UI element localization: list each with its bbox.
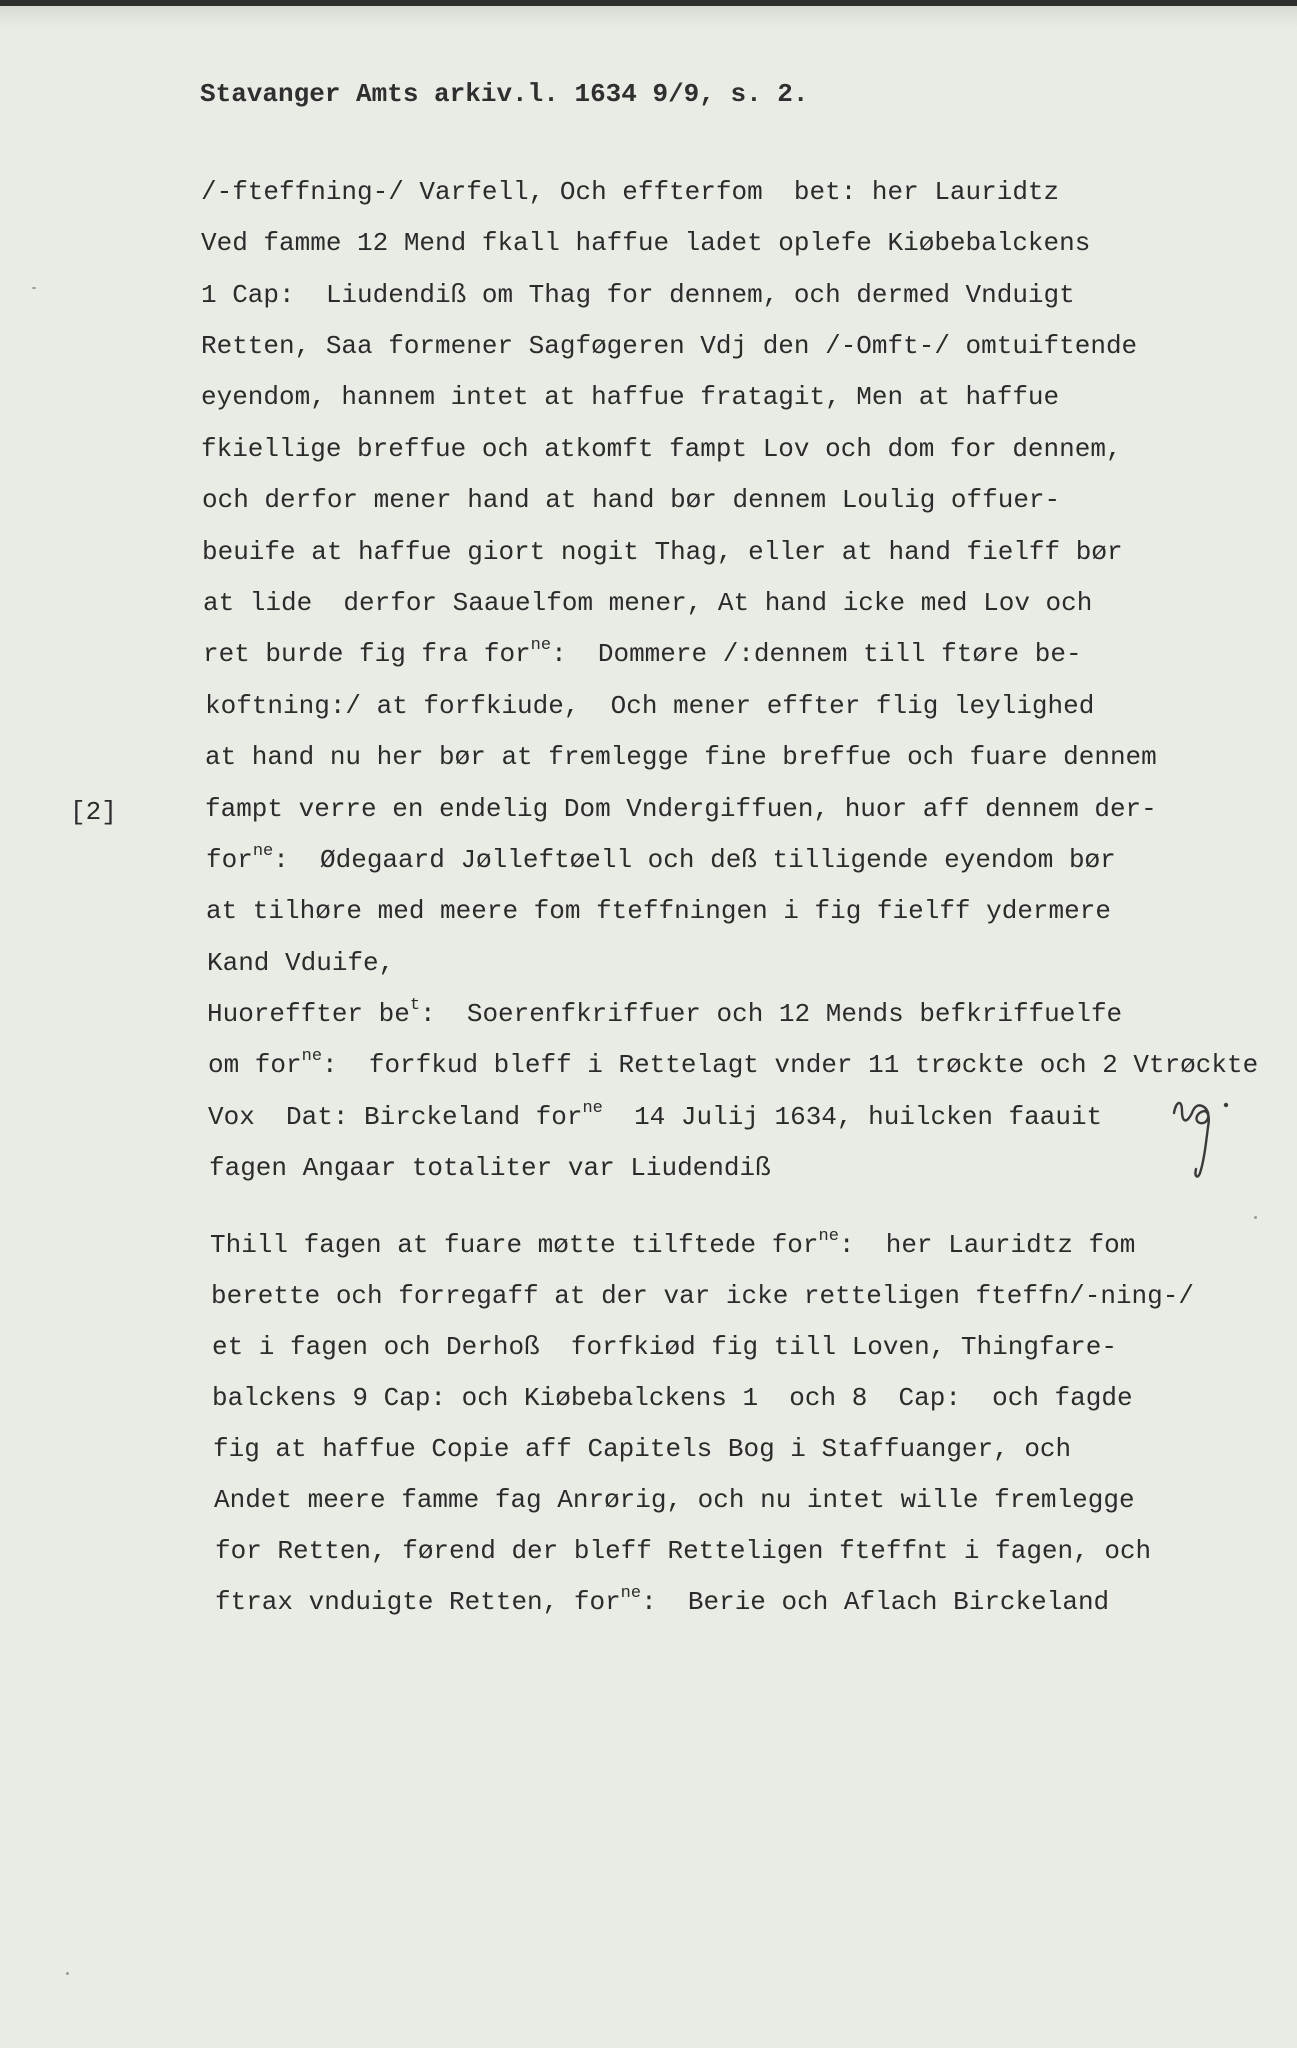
text-line-9: at lide derfor Saauelfom mener, At hand icke med Lov och [203, 588, 1093, 618]
handwritten-initials-mark [1168, 1091, 1238, 1181]
text-line-2: Ved famme 12 Mend fkall haffue ladet oplefe Kiøbebalckens [201, 228, 1091, 258]
text-line-23: et i fagen och Derhoß forfkiød fig till Loven, Thingfare- [212, 1332, 1117, 1362]
text-segment: om for [208, 1050, 302, 1080]
text-line-4: Retten, Saa formener Sagføgeren Vdj den /-Omft-/ omtuiftende [201, 331, 1138, 361]
text-line-6: fkiellige breffue och atkomft fampt Lov och dom for dennem, [201, 434, 1122, 464]
text-line-25: fig at haffue Copie aff Capitels Bog i Staffuanger, och [213, 1434, 1072, 1464]
text-line-8: beuife at haffue giort nogit Thag, eller at hand fielff bør [202, 537, 1123, 567]
superscript-abbreviation: ne [818, 1227, 839, 1246]
text-line-15: at tilhøre med meere fom fteffningen i fig fielff ydermere [206, 896, 1111, 926]
text-segment: for [206, 845, 253, 875]
text-line-13: fampt verre en endelig Dom Vndergiffuen, huor aff dennem der- [205, 794, 1157, 824]
text-line-3: 1 Cap: Liudendiß om Thag for dennem, och dermed Vnduigt [201, 280, 1075, 310]
scan-speck [66, 1972, 69, 1975]
text-line-24: balckens 9 Cap: och Kiøbebalckens 1 och 8 Cap: och fagde [212, 1383, 1133, 1413]
text-segment: Huoreffter be [207, 999, 410, 1029]
text-line-5: eyendom, hannem intet at haffue fratagit, Men at haffue [201, 382, 1060, 412]
text-segment: : Soerenfkriffuer och 12 Mends befkriffuelfe [420, 999, 1123, 1029]
text-line-17 [207, 998, 1122, 1030]
scan-speck [1254, 1216, 1257, 1219]
text-segment: : Dommere /:dennem till ftøre be- [551, 639, 1082, 669]
text-segment: : forfkud bleff i Rettelagt vnder 11 trøckte och 2 Vtrøckte [322, 1050, 1259, 1080]
text-segment: : Berie och Aflach Birckeland [641, 1587, 1110, 1617]
scan-top-edge [0, 6, 1297, 28]
text-line-1: /-fteffning-/ Varfell, Och effterfom bet: her Lauridtz [201, 177, 1060, 207]
text-segment: : her Lauridtz fom [838, 1230, 1136, 1260]
text-line-11: koftning:/ at forfkiude, Och mener effter flig leylighed [205, 691, 1095, 721]
archive-reference-header: Stavanger Amts arkiv.l. 1634 9/9, s. 2. [200, 79, 809, 109]
text-line-12: at hand nu her bør at fremlegge fine breffue och fuare dennem [205, 742, 1157, 772]
text-line-20: fagen Angaar totaliter var Liudendiß [209, 1153, 771, 1183]
margin-page-marker: [2] [70, 797, 117, 827]
text-line-16: Kand Vduife, [207, 948, 395, 978]
text-segment: Vox Dat: Birckeland for [208, 1102, 583, 1132]
text-segment: Thill fagen at fuare møtte tilftede for [210, 1230, 819, 1260]
text-line-14 [206, 844, 1116, 876]
text-line-22: berette och forregaff at der var icke retteligen fteffn/-ning-/ [211, 1281, 1194, 1311]
text-line-27: for Retten, førend der bleff Retteligen fteffnt i fagen, och [215, 1536, 1152, 1566]
superscript-abbreviation: ne [582, 1099, 603, 1118]
text-line-28 [215, 1586, 1109, 1618]
text-line-18 [208, 1049, 1258, 1081]
superscript-abbreviation: ne [301, 1047, 323, 1066]
text-line-10 [203, 638, 1082, 670]
superscript-abbreviation: t [409, 996, 421, 1015]
text-line-21 [210, 1229, 1135, 1261]
superscript-abbreviation: ne [620, 1584, 642, 1603]
text-segment: ret burde fig fra for [203, 639, 531, 669]
scan-speck [32, 287, 36, 289]
text-line-19 [208, 1101, 1102, 1133]
superscript-abbreviation: ne [530, 636, 552, 655]
text-line-7: och derfor mener hand at hand bør dennem Loulig offuer- [202, 485, 1061, 515]
text-segment: 14 Julij 1634, huilcken faauit [602, 1102, 1103, 1132]
text-segment: ftrax vnduigte Retten, for [215, 1587, 621, 1617]
superscript-abbreviation: ne [252, 842, 274, 861]
text-segment: : Ødegaard Jølleftøell och deß tilligende eyendom bør [273, 845, 1116, 875]
text-line-26: Andet meere famme fag Anrørig, och nu intet wille fremlegge [214, 1485, 1135, 1515]
